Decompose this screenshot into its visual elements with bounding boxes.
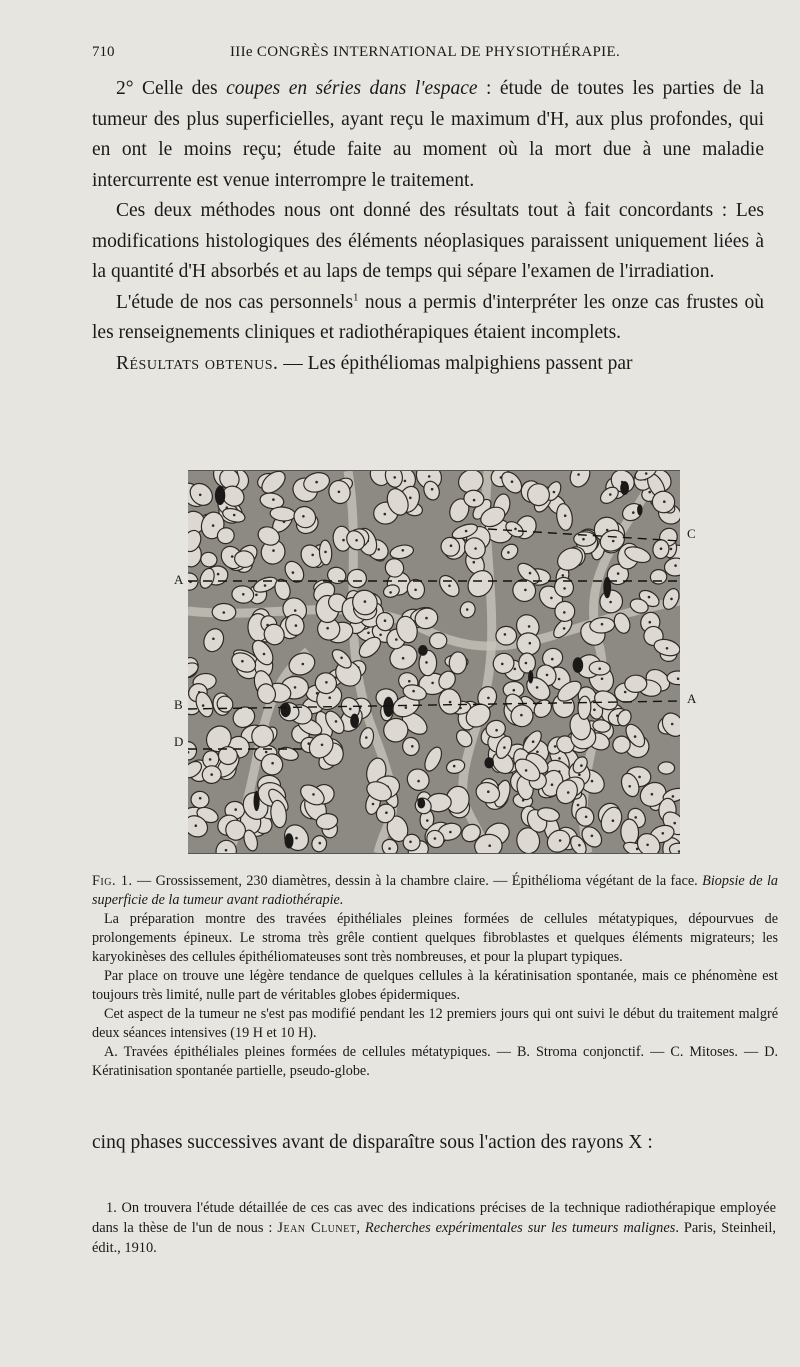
nucleolus: [393, 476, 396, 479]
nucleolus: [367, 632, 370, 635]
nucleolus: [503, 746, 506, 749]
nucleolus: [365, 736, 368, 739]
cell-nucleus: [389, 543, 415, 560]
cell-nucleus: [429, 632, 447, 649]
mitosis-mark: [418, 645, 428, 656]
nucleolus: [417, 780, 420, 783]
nucleolus: [453, 765, 456, 768]
continuation-text: cinq phases successives avant de disparaître sous l'action des rayons X :: [92, 1132, 653, 1153]
nucleolus: [612, 819, 615, 822]
cell-nucleus: [422, 745, 445, 774]
nucleolus: [536, 751, 539, 754]
nucleolus: [674, 564, 677, 567]
paragraph-cas-personnels: L'étude de nos cas personnels$^1$ nous a permis d'interpréter les onze cas frustes où les renseignements cliniques et radiothérapiques étaient incomplets.: [92, 291, 764, 343]
nucleolus: [389, 591, 392, 594]
nucleolus: [414, 589, 417, 592]
nucleolus: [474, 547, 477, 550]
nucleolus: [409, 841, 412, 844]
nucleolus: [473, 499, 476, 502]
nucleolus: [563, 627, 566, 630]
nucleolus: [670, 548, 673, 551]
mitosis-mark: [573, 657, 584, 673]
figure-caption: [92, 872, 778, 1081]
caption-keratinisation: Par place on trouve une légère tendance de quelques cellules à la kératinisation spontanée, mais ce phénomène est toujours très limité, nulle part de véritables globes épidermiques.: [92, 968, 778, 1003]
nucleolus: [449, 831, 452, 834]
nucleolus: [514, 528, 517, 531]
nucleolus: [195, 824, 198, 827]
nucleolus: [646, 844, 649, 847]
nucleolus: [402, 549, 405, 552]
nucleolus: [377, 548, 380, 551]
cell-nucleus: [402, 737, 420, 757]
nucleolus: [465, 530, 468, 533]
nucleolus: [364, 600, 367, 603]
nucleolus: [513, 689, 516, 692]
nucleolus: [342, 539, 345, 542]
nucleolus: [546, 674, 549, 677]
nucleolus: [529, 572, 532, 575]
nucleolus: [315, 481, 318, 484]
paragraph-coupes-en-series: 2° Celle des coupes en séries dans l'espace : étude de toutes les parties de la tumeur des plus superficielles, ayant reçu le maximum d'H, aux plus profondes, qui en ont le moins reçu; étude faite au moment où la mort due à une maladie intercurrente est venue interrompre le traitement.: [92, 78, 765, 191]
nucleolus: [671, 723, 674, 726]
nucleolus: [324, 551, 327, 554]
nucleolus: [263, 653, 266, 656]
cell-nucleus: [555, 503, 574, 532]
nucleolus: [577, 473, 580, 476]
nucleolus: [242, 593, 245, 596]
nucleolus: [501, 663, 504, 666]
cell-nucleus: [625, 675, 647, 693]
nucleolus: [609, 493, 612, 496]
nucleolus: [593, 709, 596, 712]
nucleolus: [255, 594, 258, 597]
running-title: IIIe CONGRÈS INTERNATIONAL DE PHYSIOTHÉRAPIE.: [230, 44, 620, 60]
figure-label-d: D: [174, 734, 184, 749]
nucleolus: [495, 729, 498, 732]
nucleolus: [660, 547, 663, 550]
paragraph-methodes: Ces deux méthodes nous ont donné des résultats tout à fait concordants : Les modifications histologiques des éléments néoplasiques paraissent uniquement liées à la quantité d'H absorbés et au laps de temps qui sépare l'examen de l'irradiation.: [92, 200, 764, 282]
caption-aspect: Cet aspect de la tumeur ne s'est pas modifié pendant les 12 premiers jours qui ont suivi le début du traitement malgré deux séances intensives (19 H et 10 H).: [92, 1006, 778, 1041]
cell-nucleus: [270, 506, 296, 522]
mitosis-mark: [285, 833, 294, 848]
nucleolus: [638, 776, 641, 779]
nucleolus: [295, 837, 298, 840]
nucleolus: [487, 790, 490, 793]
nucleolus: [199, 797, 202, 800]
nucleolus: [384, 619, 387, 622]
nucleolus: [426, 819, 429, 822]
nucleolus: [241, 660, 244, 663]
nucleolus: [428, 475, 431, 478]
nucleolus: [601, 678, 604, 681]
nucleolus: [632, 511, 635, 514]
caption-preparation: La préparation montre des travées épithéliales pleines formées de cellules métatypiques, dépourvues de prolongements épineux. Le stroma très grêle contient quelques fibroblastes et quelques éléments migrateurs; les karyokinèses des cellules épithéliomateuses sont très nombreuses, et pour la plupart typiques.: [92, 911, 778, 965]
caption-legend: A. Travées épithéliales pleines formées de cellules métatypiques. — B. Stroma conjonctif. — C. Mitoses. — D. Kératinisation spontanée partielle, pseudo-globe.: [92, 1044, 778, 1079]
nucleolus: [525, 769, 528, 772]
nucleolus: [601, 623, 604, 626]
nucleolus: [402, 657, 405, 660]
nucleolus: [520, 714, 523, 717]
nucleolus: [425, 661, 428, 664]
section-heading: Résultats obtenus.: [116, 352, 279, 374]
nucleolus: [199, 494, 202, 497]
nucleolus: [580, 764, 583, 767]
nucleolus: [612, 540, 615, 543]
cell-nucleus: [496, 626, 517, 645]
cell-drawing: [188, 471, 680, 853]
nucleolus: [372, 803, 375, 806]
cell-nucleus: [650, 569, 668, 585]
cell-nucleus: [200, 626, 227, 655]
nucleolus: [628, 785, 631, 788]
nucleolus: [563, 611, 566, 614]
nucleolus: [554, 745, 557, 748]
nucleolus: [233, 514, 236, 517]
nucleolus: [673, 822, 676, 825]
nucleolus: [487, 697, 490, 700]
nucleolus: [609, 601, 612, 604]
mitosis-mark: [383, 697, 393, 717]
main-text: [92, 74, 764, 379]
nucleolus: [294, 686, 297, 689]
nucleolus: [567, 791, 570, 794]
nucleolus: [507, 551, 510, 554]
nucleolus: [294, 609, 297, 612]
nucleolus: [677, 677, 680, 680]
mitosis-mark: [484, 757, 494, 768]
nucleolus: [272, 549, 275, 552]
nucleolus: [662, 832, 665, 835]
nucleolus: [524, 589, 527, 592]
figure-label-c: C: [687, 526, 696, 541]
nucleolus: [578, 844, 581, 847]
nucleolus: [528, 625, 531, 628]
nucleolus: [292, 571, 295, 574]
nucleolus: [395, 638, 398, 641]
nucleolus: [551, 658, 554, 661]
footnote: 1. On trouvera l'étude détaillée de ces cas avec des indications précises de la technique radiothérapique employée dans la thèse de l'un de nous : Jean Clunet, Recherches expérimentales sur les tumeurs malignes. Paris, Steinheil, édit., 1910.: [92, 1200, 776, 1256]
nucleolus: [431, 682, 434, 685]
nucleolus: [217, 573, 220, 576]
nucleolus: [591, 835, 594, 838]
nucleolus: [514, 668, 517, 671]
nucleolus: [272, 498, 275, 501]
nucleolus: [466, 608, 469, 611]
nucleolus: [326, 627, 329, 630]
nucleolus: [649, 621, 652, 624]
nucleolus: [536, 686, 539, 689]
nucleolus: [529, 642, 532, 645]
nucleolus: [448, 585, 451, 588]
nucleolus: [411, 745, 414, 748]
cell-nucleus: [449, 651, 467, 674]
nucleolus: [648, 596, 651, 599]
nucleolus: [264, 584, 267, 587]
nucleolus: [651, 793, 654, 796]
nucleolus: [634, 816, 637, 819]
nucleolus: [265, 751, 268, 754]
cell-nucleus: [190, 790, 210, 809]
nucleolus: [645, 472, 648, 475]
cell-nucleus: [658, 762, 675, 774]
nucleolus: [562, 574, 565, 577]
nucleolus: [434, 837, 437, 840]
caption-title: Fig. 1. — Grossissement, 230 diamètres, dessin à la chambre claire. — Épithélioma végétant de la face. Biopsie de la superficie de la tumeur avant radiothérapie.: [92, 873, 778, 908]
mitosis-mark: [603, 577, 611, 598]
nucleolus: [212, 638, 215, 641]
nucleolus: [511, 480, 514, 483]
nucleolus: [449, 701, 452, 704]
nucleolus: [617, 572, 620, 575]
nucleolus: [553, 491, 556, 494]
nucleolus: [210, 773, 213, 776]
nucleolus: [302, 663, 305, 666]
nucleolus: [295, 624, 298, 627]
nucleolus: [532, 740, 535, 743]
mitosis-mark: [637, 504, 642, 515]
nucleolus: [578, 773, 581, 776]
mitosis-mark: [215, 486, 225, 505]
nucleolus: [209, 758, 212, 761]
nucleolus: [388, 847, 391, 850]
nucleolus: [564, 514, 567, 517]
cell-nucleus: [188, 741, 197, 760]
nucleolus: [338, 491, 341, 494]
nucleolus: [384, 513, 387, 516]
nucleolus: [473, 561, 476, 564]
nucleolus: [591, 780, 594, 783]
nucleolus: [409, 497, 412, 500]
nucleolus: [340, 657, 343, 660]
mitosis-mark: [620, 481, 629, 495]
footnote-author: Jean Clunet: [277, 1220, 357, 1236]
nucleolus: [672, 795, 675, 798]
nucleolus: [319, 842, 322, 845]
mitosis-mark: [528, 670, 533, 683]
nucleolus: [525, 662, 528, 665]
nucleolus: [563, 587, 566, 590]
figure-label-a-right: A: [687, 691, 697, 706]
nucleolus: [325, 681, 328, 684]
nucleolus: [624, 691, 627, 694]
page-number: 710: [92, 44, 115, 60]
mitosis-mark: [417, 798, 425, 809]
nucleolus: [425, 617, 428, 620]
nucleolus: [379, 634, 382, 637]
nucleolus: [408, 680, 411, 683]
nucleolus: [431, 488, 434, 491]
nucleolus: [202, 704, 205, 707]
nucleolus: [412, 690, 415, 693]
nucleolus: [450, 544, 453, 547]
mitosis-mark: [350, 714, 359, 728]
nucleolus: [582, 538, 585, 541]
mitosis-mark: [280, 703, 290, 718]
nucleolus: [355, 539, 358, 542]
running-header: [92, 44, 762, 68]
nucleolus: [311, 554, 314, 557]
nucleolus: [648, 491, 651, 494]
nucleolus: [302, 515, 305, 518]
figure-label-a-left: A: [174, 572, 184, 587]
nucleolus: [585, 816, 588, 819]
nucleolus: [231, 555, 234, 558]
nucleolus: [577, 804, 580, 807]
figure-label-b: B: [174, 697, 183, 712]
cell-nucleus: [574, 532, 596, 546]
nucleolus: [666, 647, 669, 650]
nucleolus: [234, 808, 237, 811]
mitosis-mark: [254, 791, 260, 811]
nucleolus: [212, 524, 215, 527]
nucleolus: [488, 844, 491, 847]
nucleolus: [559, 839, 562, 842]
cell-nucleus: [498, 541, 520, 563]
nucleolus: [670, 598, 673, 601]
nucleolus: [404, 480, 407, 483]
histology-figure: [188, 470, 680, 854]
nucleolus: [550, 597, 553, 600]
nucleolus: [223, 611, 226, 614]
nucleolus: [271, 762, 274, 765]
footnote-title: Recherches expérimentales sur les tumeurs malignes: [364, 1220, 676, 1236]
nucleolus: [385, 811, 388, 814]
nucleolus: [598, 667, 601, 670]
nucleolus: [312, 793, 315, 796]
nucleolus: [558, 678, 561, 681]
nucleolus: [551, 783, 554, 786]
nucleolus: [504, 633, 507, 636]
nucleolus: [558, 757, 561, 760]
cell-nucleus: [280, 820, 313, 853]
paragraph-resultats: Résultats obtenus. — Les épithéliomas malpighiens passent par: [116, 352, 633, 374]
nucleolus: [634, 735, 637, 738]
nucleolus: [225, 849, 228, 852]
nucleolus: [663, 500, 666, 503]
nucleolus: [321, 744, 324, 747]
nucleolus: [335, 720, 338, 723]
nucleolus: [328, 696, 331, 699]
nucleolus: [349, 708, 352, 711]
footnote-ref[interactable]: 1: [353, 291, 359, 303]
nucleolus: [405, 706, 408, 709]
cell-nucleus: [566, 471, 593, 490]
